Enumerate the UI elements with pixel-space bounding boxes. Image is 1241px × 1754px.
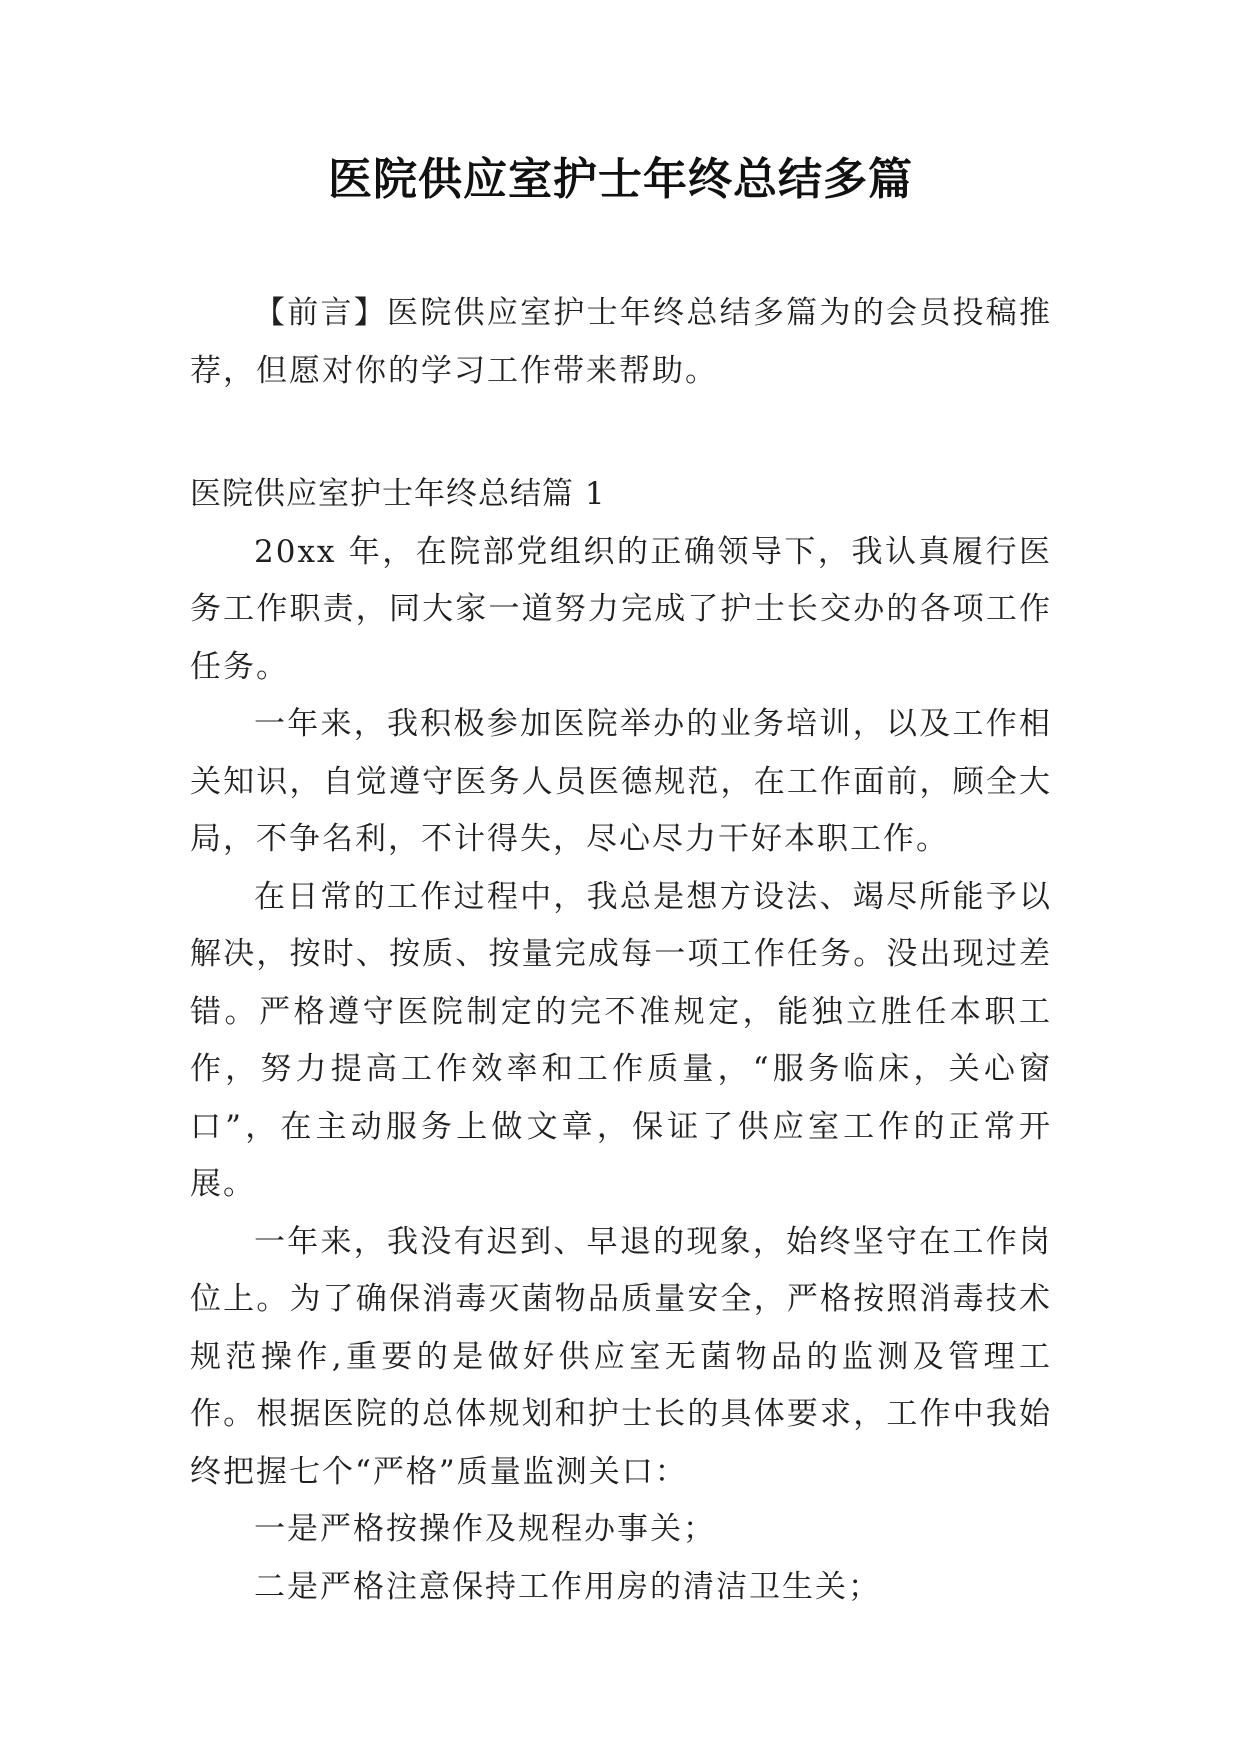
body-paragraph: 一年来，我没有迟到、早退的现象，始终坚守在工作岗位上。为了确保消毒灭菌物品质量安全，严格按照消毒技术规范操作,重要的是做好供应室无菌物品的监测及管理工作。根据医院的总体规划和护士长的具体要求，工作中我始终把握七个“严格”质量监测关口：: [190, 1223, 1052, 1490]
preface-block: [190, 285, 1052, 400]
body-paragraph: 一是严格按操作及规程办事关；: [254, 1511, 716, 1547]
section-heading: 医院供应室护士年终总结篇 1: [190, 476, 606, 512]
body-paragraph: 二是严格注意保持工作用房的清洁卫生关；: [254, 1568, 881, 1605]
preface-paragraph: 【前言】医院供应室护士年终总结多篇为的会员投稿推荐，但愿对你的学习工作带来帮助。: [190, 295, 1052, 389]
document-title: 医院供应室护士年终总结多篇: [328, 154, 913, 205]
section-1: [190, 466, 1052, 1616]
body-paragraph: 一年来，我积极参加医院举办的业务培训，以及工作相关知识，自觉遵守医务人员医德规范，在工作面前，顾全大局，不争名利，不计得失，尽心尽力干好本职工作。: [190, 706, 1052, 857]
body-paragraph: 20xx 年，在院部党组织的正确领导下，我认真履行医务工作职责，同大家一道努力完成了护士长交办的各项工作任务。: [190, 533, 1052, 685]
body-paragraph: 在日常的工作过程中，我总是想方设法、竭尽所能予以解决，按时、按质、按量完成每一项工作任务。没出现过差错。严格遵守医院制定的完不准规定，能独立胜任本职工作，努力提高工作效率和工作质量，“服务临床，关心窗口”，在主动服务上做文章，保证了供应室工作的正常开展。: [190, 878, 1052, 1202]
